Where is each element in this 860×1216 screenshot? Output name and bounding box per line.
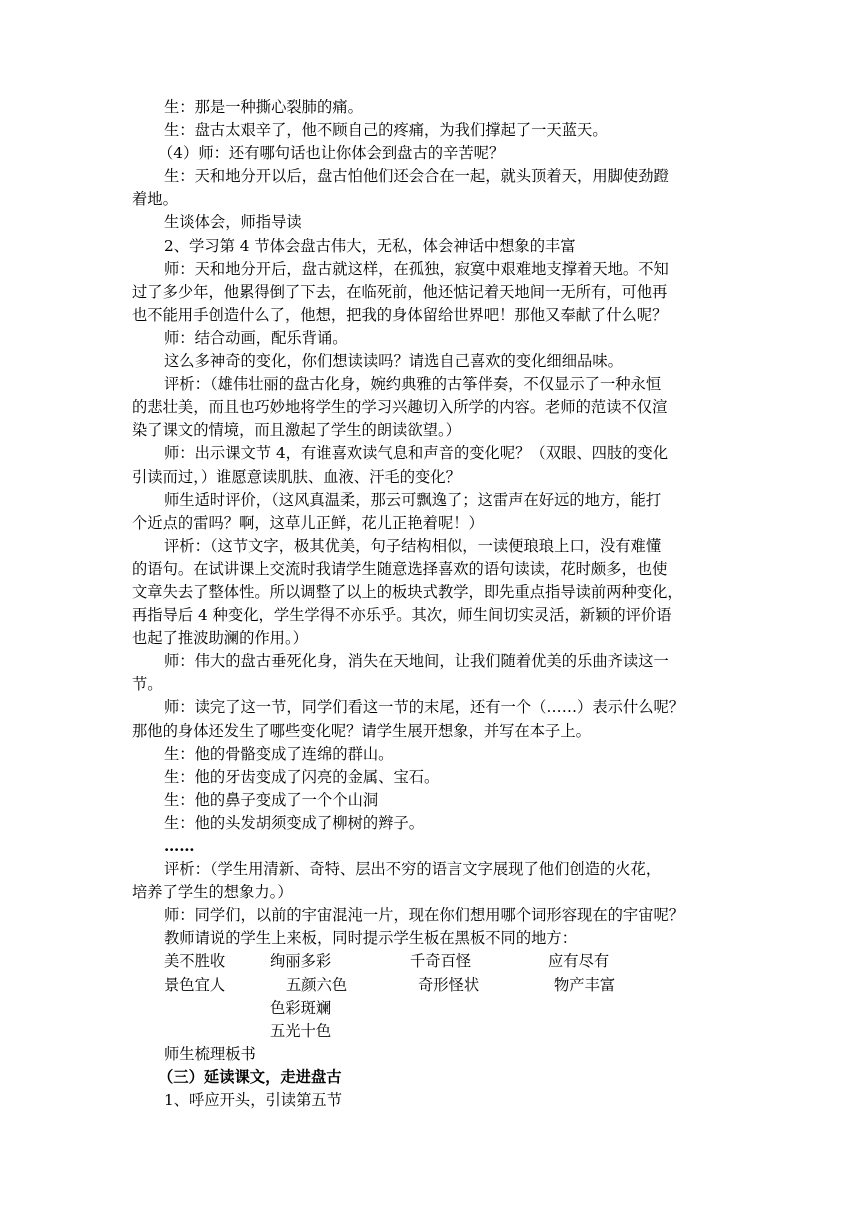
board-word: 五光十色 xyxy=(270,1021,332,1040)
board-word: 景色宜人 xyxy=(164,975,226,994)
paragraph-line: 评析：（这节文字，极其优美，句子结构相似，一读便琅琅上口，没有难懂 xyxy=(164,536,662,555)
paragraph-line: 2、学习第 4 节体会盘古伟大，无私，体会神话中想象的丰富 xyxy=(164,236,576,255)
paragraph-line: （4）师：还有哪句话也让你体会到盘古的辛苦呢？ xyxy=(158,144,505,163)
board-word: 美不胜收 xyxy=(164,952,226,971)
paragraph-line: 生：他的头发胡须变成了柳树的辫子。 xyxy=(164,813,425,832)
paragraph-line: 生：他的牙齿变成了闪亮的金属、宝石。 xyxy=(164,767,440,786)
paragraph-line: 师：同学们，以前的宇宙混沌一片，现在你们想用哪个词形容现在的宇宙呢？ xyxy=(164,906,685,925)
section-heading: （三）延读课文，走进盘古 xyxy=(158,1067,342,1086)
paragraph-line: 生：他的骨骼变成了连绵的群山。 xyxy=(164,744,394,763)
paragraph-line: 再指导后 4 种变化，学生学得不亦乐乎。其次，师生间切实灵活，新颖的评价语 xyxy=(132,606,672,625)
paragraph-line: 师：伟大的盘古垂死化身，消失在天地间，让我们随着优美的乐曲齐读这一 xyxy=(164,652,669,671)
paragraph-line: 过了多少年，他累得倒了下去，在临死前，他还惦记着天地间一无所有，可他再 xyxy=(132,282,668,301)
board-word: 物产丰富 xyxy=(554,975,616,994)
paragraph-line: 师：结合动画，配乐背诵。 xyxy=(164,328,348,347)
paragraph-line: 这么多神奇的变化，你们想读读吗？请选自己喜欢的变化细细品味。 xyxy=(164,352,623,371)
paragraph-line: 也起了推波助澜的作用。） xyxy=(132,629,308,648)
board-word: 奇形怪状 xyxy=(418,975,480,994)
ellipsis-line: …… xyxy=(164,837,195,855)
paragraph-line: 个近点的雷吗？啊，这草儿正鲜，花儿正艳着呢！） xyxy=(132,513,484,532)
paragraph-line: 引读而过，）谁愿意读肌肤、血液、汗毛的变化？ xyxy=(132,467,461,486)
paragraph-line: 评析：（雄伟壮丽的盘古化身，婉约典雅的古筝伴奏，不仅显示了一种永恒 xyxy=(164,375,662,394)
paragraph-line: 那他的身体还发生了哪些变化呢？请学生展开想象，并写在本子上。 xyxy=(132,721,591,740)
paragraph-line: 的语句。在试讲课上交流时我请学生随意选择喜欢的语句读读，花时颇多，也使 xyxy=(132,559,668,578)
paragraph-line: 师生梳理板书 xyxy=(164,1044,256,1063)
paragraph-line: 生：天和地分开以后，盘古怕他们还会合在一起，就头顶着天，用脚使劲蹬 xyxy=(164,167,669,186)
paragraph-line: 生：他的鼻子变成了一个个山洞 xyxy=(164,790,379,809)
paragraph-line: 着地。 xyxy=(132,190,178,209)
board-word: 千奇百怪 xyxy=(410,952,472,971)
paragraph-line: 生：盘古太艰辛了，他不顾自己的疼痛，为我们撑起了一天蓝天。 xyxy=(164,121,608,140)
paragraph-line: 师：读完了这一节，同学们看这一节的末尾，还有一个（……）表示什么呢？ xyxy=(164,698,685,717)
board-word: 应有尽有 xyxy=(548,952,610,971)
paragraph-line: 师：天和地分开后，盘古就这样，在孤独，寂寞中艰难地支撑着天地。不知 xyxy=(164,259,669,278)
paragraph-line: 的悲壮美，而且也巧妙地将学生的学习兴趣切入所学的内容。老师的范读不仅渲 xyxy=(132,398,668,417)
board-row-2 xyxy=(132,974,732,997)
paragraph-line: 评析：（学生用清新、奇特、层出不穷的语言文字展现了他们创造的火花， xyxy=(164,860,662,879)
paragraph-line: 师：出示课文节 4，有谁喜欢读气息和声音的变化呢？（双眼、四肢的变化 xyxy=(164,444,669,463)
paragraph-line: 教师请说的学生上来板，同时提示学生板在黑板不同的地方： xyxy=(164,929,578,948)
board-row-3 xyxy=(132,997,732,1020)
paragraph-line: 节。 xyxy=(132,675,163,694)
board-word: 绚丽多彩 xyxy=(270,952,332,971)
board-row-4 xyxy=(132,1020,732,1043)
board-word: 五颜六色 xyxy=(286,975,348,994)
paragraph-line: 文章失去了整体性。所以调整了以上的板块式教学，即先重点指导读前两种变化， xyxy=(132,582,683,601)
paragraph-line: 也不能用手创造什么了，他想，把我的身体留给世界吧！那他又奉献了什么呢？ xyxy=(132,305,668,324)
paragraph-line: 1、呼应开头，引读第五节 xyxy=(164,1091,342,1110)
paragraph-line: 培养了学生的想象力。） xyxy=(132,883,293,902)
board-word: 色彩斑斓 xyxy=(270,998,332,1017)
paragraph-line: 生谈体会，师指导读 xyxy=(164,213,302,232)
document-body xyxy=(132,96,732,1112)
board-row-1 xyxy=(132,950,732,973)
paragraph-line: 生：那是一种撕心裂肺的痛。 xyxy=(164,98,363,116)
paragraph-line: 染了课文的情境，而且激起了学生的朗读欲望。） xyxy=(132,421,461,440)
paragraph-line: 师生适时评价，（这风真温柔，那云可飘逸了；这雷声在好远的地方，能打 xyxy=(164,490,662,509)
